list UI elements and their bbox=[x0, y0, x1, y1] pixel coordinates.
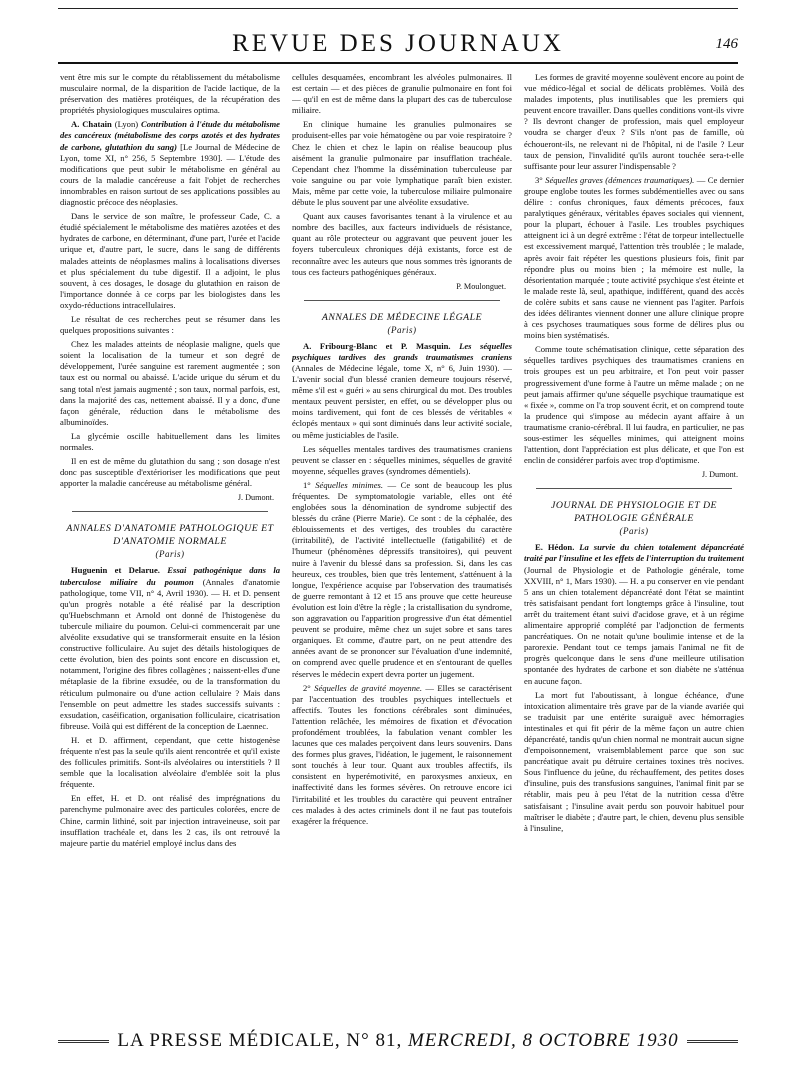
item-heading: Séquelles graves (démences traumatiques). bbox=[545, 174, 695, 185]
article-body: (Annales d'anatomie pathologique, tome VII, n° 4, Avril 1930). — H. et D. pensent qu'un progrès notable a été réalisé par la description qu'Huebschmann et Arnold ont donné de l'histogenèse du tubercule miliaire du poumon. Celui-ci commencerait par une alvéolite exsudative qui se transformerait ensuite en la lésion constructive folliculaire. Au sujet des détails histologiques de cette évolution, bien des points sont encore en discussion et, notamment, l'origine des fibres collagènes ; naissent-elles d'une métaplasie de la fibrine exsudée, ou de la transformation du réticulum pulmonaire ou d'une action cellulaire ? Mais dans l'ensemble on peut admettre les stades successifs suivants : exsudation, caséification, organisation folliculaire, cicatrisation fibreuse. Voilà qui est différent de la conception de Laennec. bbox=[60, 576, 280, 731]
article-body: (Annales de Médecine légale, tome X, n° 6, Juin 1930). — L'avenir social d'un blessé cranien demeure toujours réservé, même s'il est « guéri » au sens chirurgical du mot. Des troubles mentaux peuvent persister, en effet, ou se développer plus ou moins tardivement, qui font de ces blessés de véritables « éclopés mentaux » qui sont diminués dans leur activité sociale, ou même justiciables de l'asile. bbox=[292, 362, 512, 440]
signature: J. Dumont. bbox=[701, 470, 738, 480]
section-heading bbox=[60, 522, 280, 561]
item-heading: Séquelles minimes. bbox=[315, 479, 384, 490]
paragraph: La mort fut l'aboutissant, à longue échéance, d'une intoxication alimentaire très grave par de la viande avariée qui se traduisit par une entérite suraiguë avec hémorragies intestinales et qui fit périr de la même façon un autre chien dépancréaté, tandis qu'un chien normal ne montrait aucun signe d'empoisonnement, vraisemblablement parce que son suc pancréatique avait pu détruire certaines toxines très nocives. Sous l'influence du jeûne, du réchauffement, des petites doses d'insuline, puis des transfusions sanguines, l'animal finit par se rétablir, mais peu à peu l'état de la nutrition cessa d'être satisfaisant ; l'insuline avait perdu son pouvoir habituel pour maîtriser le diabète ; d'autre part, le chien, devenu plus sensible à l'insuline, bbox=[524, 689, 744, 833]
article-title: La survie du chien totalement dépancréaté traité par l'insuline et les effets de l'interruption du traitement bbox=[524, 542, 744, 564]
page-number: 146 bbox=[715, 36, 738, 52]
section-divider bbox=[72, 511, 268, 512]
article-huguenin bbox=[60, 565, 280, 731]
article-chatain bbox=[60, 119, 280, 208]
paragraph: En effet, H. et D. ont réalisé des imprégnations du parenchyme pulmonaire avec des particules colorées, encre de Chine, carmin lithiné, soit par injection intraveineuse, soit par insufflation trachéale et, dans les 2 cas, ils ont retrouvé la majeure partie du matériel employé inclus dans des bbox=[60, 793, 280, 848]
column-3 bbox=[524, 72, 744, 1012]
article-body: (Journal de Physiologie et de Pathologie générale, tome XXVIII, n° 1, Mars 1930). — H. a pu conserver en vie pendant 5 ans un chien totalement dépancréaté dont l'état se maintint très satisfaisant pendant fort longtemps grâce à l'insuline, tout arrêt du traitement étant suivi d'acidose grave, et à un régime alimentaire approprié complété par l'adjonction de ferments pancréatiques. On ne notait qu'une boulimie intense et de la parorexie. Pendant tout ce temps jamais l'animal ne fit de progrès quelconque dans le sens d'une meilleure utilisation spontanée des hydrates de carbone et son diabète ne s'atténua en aucune façon. bbox=[524, 564, 744, 686]
paragraph: Quant aux causes favorisantes tenant à la virulence et au nombre des bacilles, aux facteurs individuels de résistance, quant au rôle protecteur ou aggravant que peuvent jouer les foyers tuberculeux chroniques déjà existants, force est de reconnaître avec les auteurs que nous sommes très ignorants de tous ces facteurs pathogéniques généraux. bbox=[292, 211, 512, 277]
article-body: [Le Journal de Médecine de Lyon, tome XI, n° 256, 5 Septembre 1930]. — L'étude des modifications que peut subir le métabolisme en général au cours de la maladie cancéreuse a fait l'objet de recherches innombrables en raison surtout de ses applications possibles au diagnostic précoce des néoplasies. bbox=[60, 141, 280, 208]
section-heading bbox=[292, 311, 512, 337]
page-footer bbox=[58, 1030, 738, 1052]
footer-rule-left bbox=[58, 1040, 109, 1043]
article-title: Contribution à l'étude du métabolisme des cancéreux (métabolisme des corps azotés et des hydrates de carbone, glutathion du sang) bbox=[60, 119, 280, 152]
footer-rule-right bbox=[687, 1040, 738, 1043]
journal-place: (Paris) bbox=[387, 324, 417, 335]
paragraph: Le résultat de ces recherches peut se résumer dans les quelques propositions suivantes : bbox=[60, 313, 280, 336]
item-number: 1° bbox=[303, 479, 316, 490]
signature: J. Dumont. bbox=[237, 493, 274, 503]
header-top-rule bbox=[58, 8, 738, 9]
article-author: E. Hédon. bbox=[535, 542, 575, 553]
journal-name: ANNALES D'ANATOMIE PATHOLOGIQUE ET D'ANATOMIE NORMALE bbox=[66, 523, 274, 548]
paragraph: vent être mis sur le compte du rétablissement du métabolisme musculaire normal, de la disparition de l'acide lactique, de la préservation des matières protéiques, de la récupération des propriétés physiologiques musculaires optima. bbox=[60, 72, 280, 116]
column-1 bbox=[60, 72, 280, 1012]
paragraph: H. et D. affirment, cependant, que cette histogenèse fréquente n'est pas la seule qu'ils aient rencontrée et qu'il existe des follicules primitifs. Sont-ils alvéolaires ou interstitiels ? Il semble que la localisation alvéolaire d'emblée soit la plus fréquente. bbox=[60, 734, 280, 790]
footer-issue: N° 81, bbox=[346, 1030, 403, 1051]
item-body: — Ce sont de beaucoup les plus fréquentes. De symptomatologie variable, elles ont été englobées sous la dénomination de syndrome subjectif des blessés du crâne (Pierre Marie). Ce sont : de la céphalée, des éblouissements et des vertiges, des troubles du caractère (irritabilité), de l'activité intellectuelle (fatigabilité) et de l'humeur (phénomènes dépressifs transitoires), qui peuvent nuire à l'avenir du blessé dans sa profession. Si, dans les cas heureux, ces troubles, bien que très lentement, s'atténuent à la longue, l'expérience acquise par l'observation des traumatisés de guerre remontant à 12 et 15 ans prouve que cette heureuse évolution est loin d'être la règle ; la cristallisation du syndrome, son aggravation ou l'apparition progressive d'un état démentiel peuvent se produire, même chez un sujet sobre et sans tares organiques. Et comme, d'autre part, on ne peut attendre des années avant de se prononcer sur l'évaluation d'une indemnité, on comprend avec quelle prudence et en s'entourant de quelles réserves le médecin expert devra porter un jugement. bbox=[292, 479, 512, 679]
item-body: — Ce dernier groupe englobe toutes les formes subdémentielles avec ou sans délire : confus chroniques, faux déments précoces, faux paralytiques généraux, véritables épaves sociales qui viennent, pour la plupart, échouer à l'asile. Les troubles psychiques atteignent ici à un degré extrême : l'état de torpeur intellectuelle est excessivement marqué, l'attention très troublée ; le malade, après avoir fait répéter les questions plusieurs fois, finit par répondre plus ou moins bien ; la mémoire est nulle, la désorientation marquée ; toute activité psychique s'est éteinte et le malade reste là, seul, apathique, indifférent, quand des accès de colère subits et sans cause ne viennent pas l'agiter. Parfois des idées délirantes viennent donner une allure clinique propre à ces psychoses traumatiques sous forme de délires plus ou moins bien systématisés. bbox=[524, 174, 744, 341]
article-fribourg-blanc bbox=[292, 341, 512, 441]
section-divider bbox=[304, 300, 500, 301]
footer-journal: LA PRESSE MÉDICALE, bbox=[117, 1030, 341, 1051]
paragraph-sequelles-minimes bbox=[292, 480, 512, 680]
journal-name: ANNALES DE MÉDECINE LÉGALE bbox=[321, 311, 483, 323]
footer-text bbox=[117, 1030, 678, 1052]
section-divider bbox=[536, 488, 732, 489]
paragraph: En clinique humaine les granulies pulmonaires se produisent-elles par voie hématogène ou par voie respiratoire ? Chez le chien et chez le lapin on réalise beaucoup plus aisément la granulie pulmonaire par insufflation trachéale. Cependant chez l'homme la dissémination tuberculeuse par voie sanguine ou par voie lymphatique paraît bien exister. Mais, même par cette voie, la tuberculose miliaire pulmonaire débute le plus souvent par une alvéolite exsudative. bbox=[292, 119, 512, 208]
paragraph-sequelles-graves bbox=[524, 175, 744, 341]
item-number: 3° bbox=[535, 174, 546, 185]
header-bottom-rule bbox=[58, 62, 738, 64]
section-heading bbox=[524, 499, 744, 538]
article-author: A. Fribourg-Blanc et P. Masquin. bbox=[303, 340, 451, 351]
column-2 bbox=[292, 72, 512, 1012]
paragraph: cellules desquamées, encombrant les alvéoles pulmonaires. Il est certain — et des pièces de granulie pulmonaire en font foi — qu'il en est de même dans la plupart des cas de tuberculose miliaire. bbox=[292, 72, 512, 116]
article-title: Les séquelles psychiques tardives des grands traumatismes craniens bbox=[292, 340, 512, 362]
paragraph: Les formes de gravité moyenne soulèvent encore au point de vue médico-légal et social de délicats problèmes. Voilà des malades impotents, plus inutilisables que les premiers qui peuvent encore travailler. Dans quelles conditions vont-ils vivre ? Ils devront changer de profession, mais quel employeur voudra se charger d'eux ? S'ils n'ont pas de famille, où échoueront-ils, ne relevant ni de l'hôpital, ni de l'asile ? Leur taux de pension, l'invalidité qu'ils auront touchée sera-t-elle suffisante pour leur assurer l'indispensable ? bbox=[524, 72, 744, 171]
journal-name: JOURNAL DE PHYSIOLOGIE ET DE PATHOLOGIE GÉNÉRALE bbox=[550, 500, 718, 525]
author-location: (Lyon) bbox=[111, 119, 141, 130]
article-author: Huguenin et Delarue. bbox=[71, 565, 160, 576]
article-author: A. Chatain bbox=[71, 119, 112, 130]
journal-place: (Paris) bbox=[155, 549, 185, 560]
paragraph: Les séquelles mentales tardives des traumatismes craniens peuvent se classer en : séquelles minimes, séquelles de gravité moyenne, séquelles graves (syndromes démentiels). bbox=[292, 443, 512, 476]
paragraph: La glycémie oscille habituellement dans les limites normales. bbox=[60, 430, 280, 452]
article-hedon bbox=[524, 542, 744, 686]
paragraph: Dans le service de son maître, le professeur Cade, C. a étudié spécialement le métabolisme des matières azotées et des hydrates de carbone, en déterminant, d'une part, l'urée et l'acide urique et, d'autre part, le sucre, dans le sang de différents malades atteints de néoplasmes malins à localisations diverses et plus spécialement du tube digestif. Il a adjoint, le plus souvent, à ces dosages, le dosage du glutathion en raison de l'importance donnée à ce corps par les biologistes dans les oxydo-réductions intracellulaires. bbox=[60, 211, 280, 310]
paragraph: Il en est de même du glutathion du sang ; son dosage n'est donc pas susceptible d'extérioriser les modifications que peut apporter la maladie cancéreuse au métabolisme général. bbox=[60, 456, 280, 489]
article-columns bbox=[60, 72, 745, 1012]
item-heading: Séquelles de gravité moyenne. bbox=[314, 682, 422, 693]
paragraph: Chez les malades atteints de néoplasie maligne, quels que soient la localisation de la tumeur et son degré de développement, l'urée sanguine est rarement augmentée ; son taux est ou normal ou abaissé. L'acide urique du sérum et du sang total n'est jamais augmenté ; son taux, normal parfois, est, dans la majorité des cas, nettement abaissé. Il y a donc, d'une façon générale, réduction dans le métabolisme des albuminoïdes. bbox=[60, 339, 280, 427]
journal-place: (Paris) bbox=[619, 526, 649, 537]
paragraph: Comme toute schématisation clinique, cette séparation des séquelles tardives psychiques des traumatismes craniens en trois groupes est un peu arbitraire, et l'on peut voir passer progressivement d'une forme à l'autre un même malade ; on ne peut jamais affirmer qu'une séquelle psychique traumatique est « fixée », comme on l'a trop souvent écrit, et on comprend toute la prudence qui s'impose au médecin ayant affaire à un traumatisme cranio-cérébral. Il lui faudra, en particulier, ne pas sous-estimer les séquelles minimes, qui atteignent moins l'attention, dont l'appréciation est plus délicate, et que l'on est enclin de considérer parfois avec trop d'optimisme. bbox=[524, 344, 744, 466]
journal-section-title: REVUE DES JOURNAUX bbox=[232, 30, 564, 57]
signature: P. Moulonguet. bbox=[456, 281, 506, 291]
paragraph-sequelles-moyennes bbox=[292, 683, 512, 827]
item-body: — Elles se caractérisent par l'accentuation des troubles psychiques intellectuels et affectifs. Toutes les fonctions cérébrales sont diminuées, l'attention relâchée, les mémoires de fixation et d'évocation profondément troublées, la fabulation venant combler les lacunes que ces malades perçoivent dans leurs souvenirs. Dans des formes plus graves, l'idéation, le jugement, le raisonnement sont touchés à leur tour. Quant aux troubles affectifs, ils consistent en hyperémotivité, en paroxysmes anxieux, en inaffectivité dans les formes sévères. On retrouve encore ici l'irritabilité et les troubles du caractère qui peuvent entraîner ces malades à des actes criminels dont il ne faut pas toutefois exagérer la fréquence. bbox=[292, 682, 512, 826]
item-number: 2° bbox=[303, 682, 315, 693]
footer-date: MERCREDI, 8 OCTOBRE 1930 bbox=[407, 1030, 679, 1051]
article-title: Essai pathogénique dans la tuberculose miliaire du poumon bbox=[60, 565, 280, 587]
